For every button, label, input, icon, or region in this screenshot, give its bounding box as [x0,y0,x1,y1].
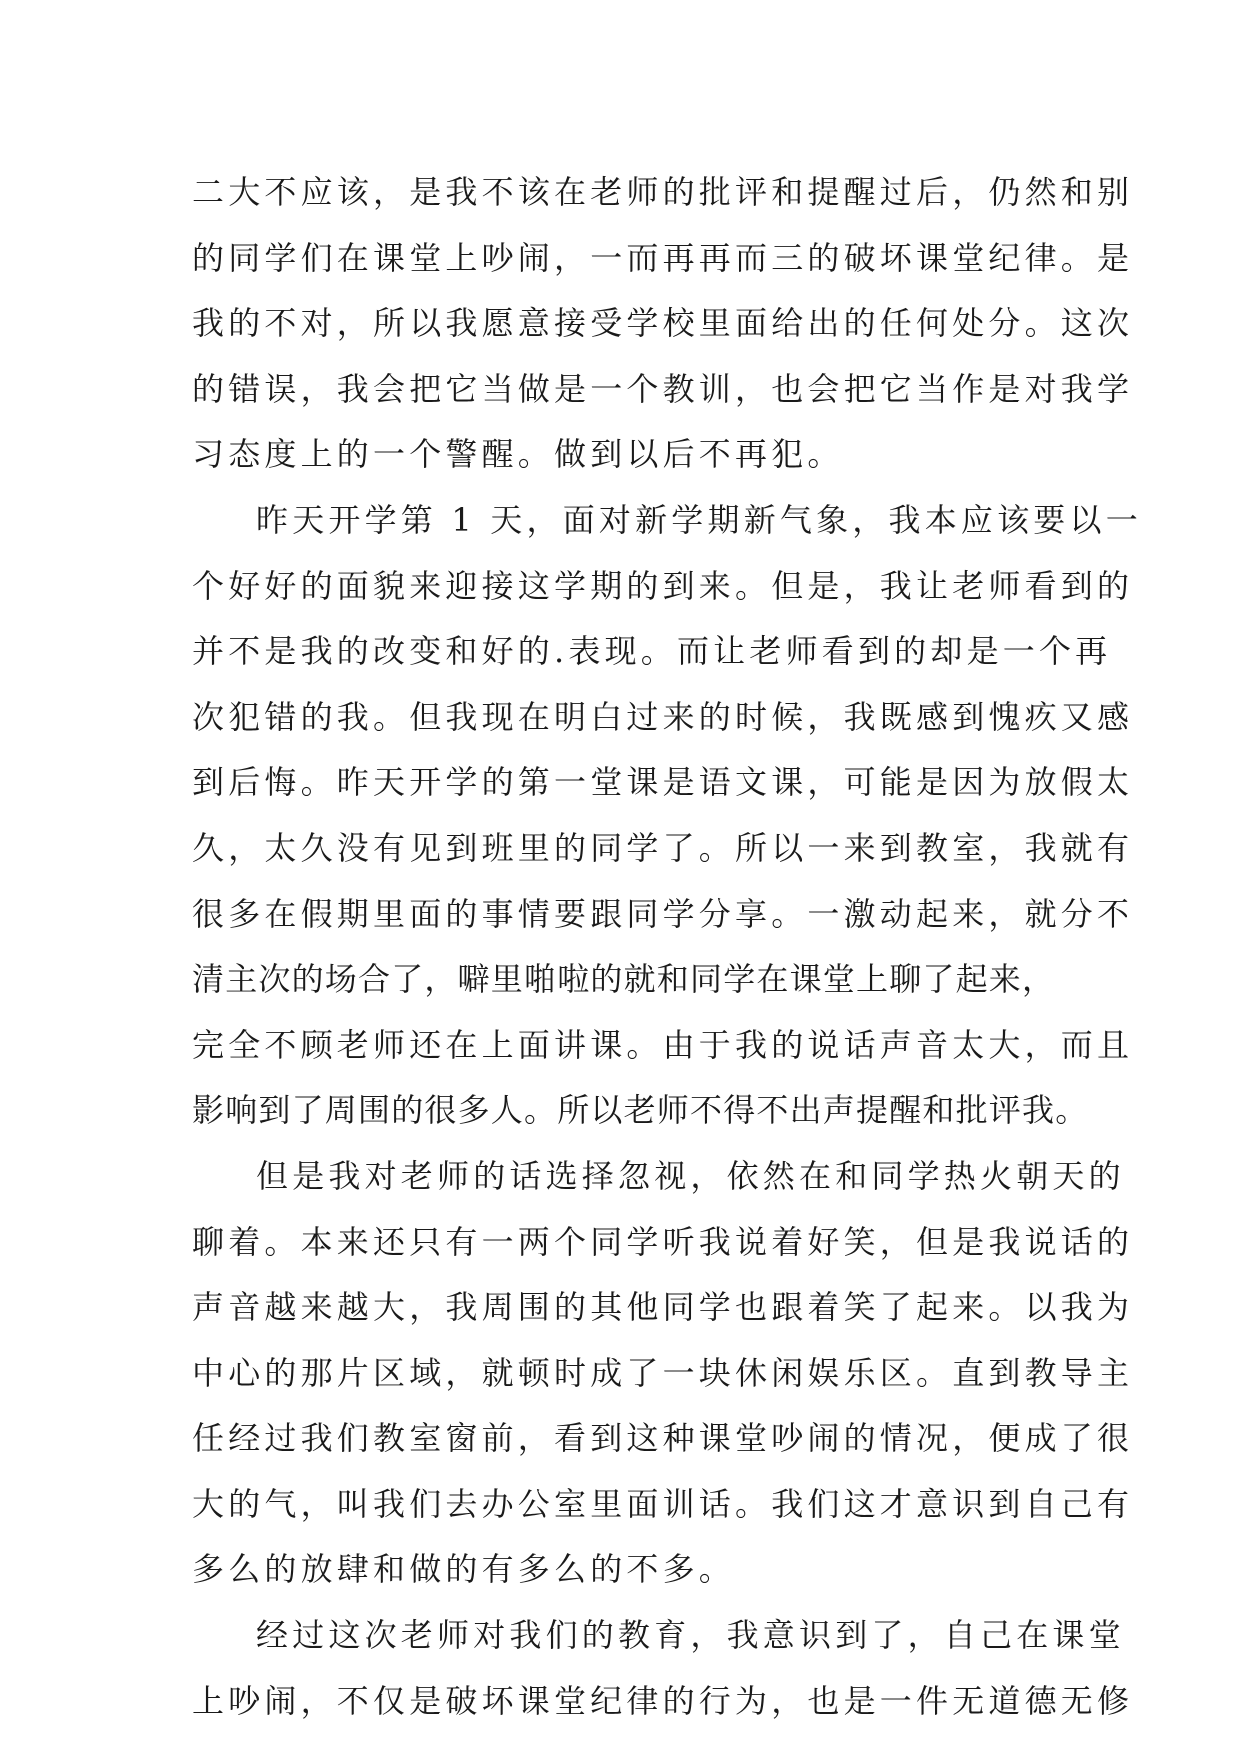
text-line: 中心的那片区域，就顿时成了一块休闲娱乐区。直到教导主 [192,1353,1134,1392]
text-line: 大的气，叫我们去办公室里面训话。我们这才意识到自己有 [192,1484,1134,1523]
paragraph-start-line: 昨天开学第 1 天，面对新学期新气象，我本应该要以一 [256,500,1142,539]
text-line: 习态度上的一个警醒。做到以后不再犯。 [192,435,844,474]
paragraph-start-line: 但是我对老师的话选择忽视，依然在和同学热火朝天的 [256,1156,1125,1195]
text-line: 个好好的面貌来迎接这学期的到来。但是，我让老师看到的 [192,566,1134,605]
text-line: 多么的放肆和做的有多么的不多。 [192,1550,736,1589]
text-line: 聊着。本来还只有一两个同学听我说着好笑，但是我说话的 [192,1222,1134,1261]
text-line: 我的不对，所以我愿意接受学校里面给出的任何处分。这次 [192,304,1134,343]
document-body [192,160,1142,1734]
text-line: 清主次的场合了，噼里啪啦的就和同学在课堂上聊了起来， [192,960,1056,999]
text-line: 影响到了周围的很多人。所以老师不得不出声提醒和批评我。 [192,1091,1089,1130]
text-line: 久，太久没有见到班里的同学了。所以一来到教室，我就有 [192,828,1134,867]
text-line: 并不是我的改变和好的.表现。而让老师看到的却是一个再 [192,632,1112,671]
text-line: 次犯错的我。但我现在明白过来的时候，我既感到愧疚又感 [192,697,1134,736]
text-line: 到后悔。昨天开学的第一堂课是语文课，可能是因为放假太 [192,763,1134,802]
text-line: 二大不应该，是我不该在老师的批评和提醒过后，仍然和别 [192,173,1134,211]
text-line: 的错误，我会把它当做是一个教训，也会把它当作是对我学 [192,369,1134,408]
text-line: 很多在假期里面的事情要跟同学分享。一激动起来，就分不 [192,894,1134,933]
text-line: 任经过我们教室窗前，看到这种课堂吵闹的情况，便成了很 [192,1419,1134,1458]
paragraph-start-line: 经过这次老师对我们的教育，我意识到了，自己在课堂 [256,1616,1125,1655]
text-line: 上吵闹，不仅是破坏课堂纪律的行为，也是一件无道德无修 [192,1681,1134,1720]
text-line: 的同学们在课堂上吵闹，一而再再而三的破坏课堂纪律。是 [192,238,1134,277]
text-line: 声音越来越大，我周围的其他同学也跟着笑了起来。以我为 [192,1288,1134,1327]
text-line: 完全不顾老师还在上面讲课。由于我的说话声音太大，而且 [192,1025,1134,1064]
